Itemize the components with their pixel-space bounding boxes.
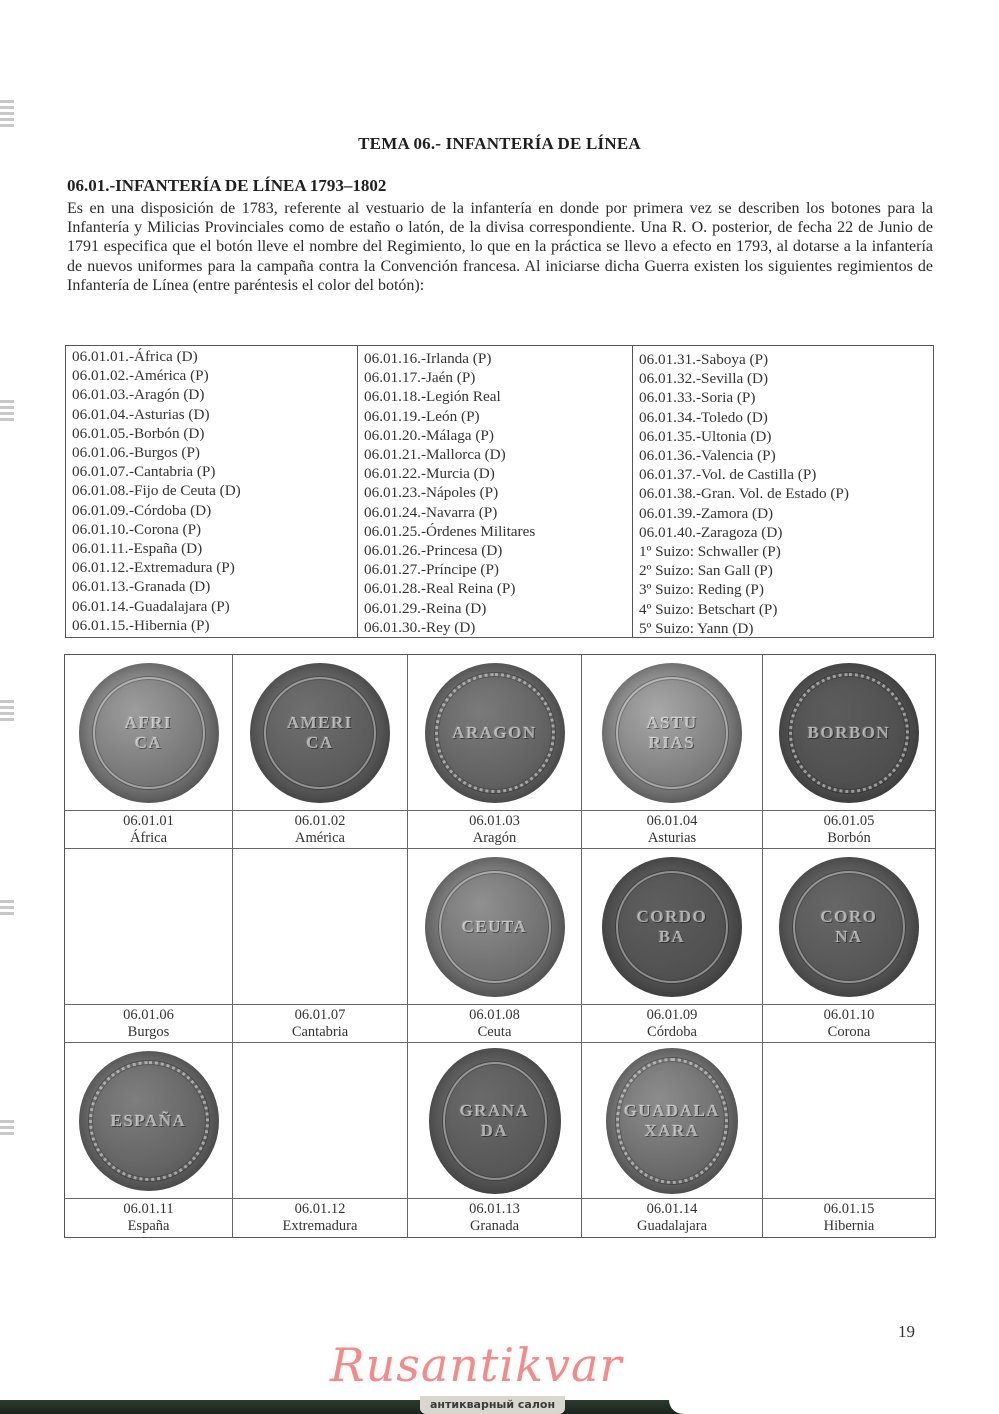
- regiment-entry: 06.01.22.-Murcia (D): [364, 465, 495, 483]
- button-code: 06.01.10: [823, 1007, 875, 1023]
- regiment-entry: 06.01.32.-Sevilla (D): [639, 370, 769, 388]
- button-photo-grid: [64, 654, 936, 1238]
- button-caption: [233, 1199, 408, 1237]
- button-caption: [763, 811, 935, 849]
- regiment-entry: 06.01.33.-Soria (P): [639, 389, 756, 407]
- button-photo: [425, 663, 565, 803]
- regiment-entry: 06.01.06.-Burgos (P): [72, 444, 200, 462]
- regiment-entry: 5º Suizo: Yann (D): [639, 619, 754, 637]
- button-photo: [425, 857, 565, 997]
- button-photo: [79, 663, 219, 803]
- button-photo-cell: [582, 1043, 763, 1199]
- button-caption: [582, 1005, 763, 1043]
- regiment-entry: 06.01.19.-León (P): [364, 407, 480, 425]
- regiment-entry: 06.01.03.-Aragón (D): [72, 386, 205, 404]
- regiment-entry: 06.01.14.-Guadalajara (P): [72, 597, 230, 615]
- button-inscription: ESPAÑA: [110, 1110, 187, 1130]
- regiment-entry: 06.01.04.-Asturias (D): [72, 405, 210, 423]
- button-caption: [763, 1005, 935, 1043]
- button-code: 06.01.15: [823, 1201, 875, 1217]
- regiment-entry: 06.01.02.-América (P): [72, 367, 209, 385]
- binding-holes: [0, 100, 14, 130]
- regiment-entry: 06.01.39.-Zamora (D): [639, 504, 774, 522]
- button-regiment-name: Cantabria: [291, 1024, 349, 1040]
- button-photo: [79, 1051, 219, 1191]
- button-inscription: ARAGON: [452, 722, 537, 742]
- button-regiment-name: Aragón: [472, 830, 517, 846]
- button-caption: [233, 1005, 408, 1043]
- binding-holes: [0, 900, 14, 918]
- button-photo-cell: [65, 1043, 233, 1199]
- intro-paragraph: Es en una disposición de 1783, referente al vestuario de la infantería en donde por primera vez se describen los botones para la Infantería y Milicias Provinciales como de estaño o latón, de la divisa correspondiente. Una R. O. posterior, de fecha 22 de Junio de 1791 especifica que el botón lleve el nombre del Regimiento, lo que en la práctica se llevo a efecto en 1793, al dotarse a la infantería de nuevos uniformes para la campaña contra la Convención francesa. Al iniciarse dicha Guerra existen los siguientes regimientos de Infantería de Línea (entre paréntesis el color del botón):: [67, 200, 933, 294]
- regiment-entry: 06.01.15.-Hibernia (P): [72, 616, 210, 634]
- button-photo: [779, 663, 919, 803]
- button-code: 06.01.11: [123, 1201, 174, 1217]
- button-photo-cell: [65, 849, 233, 1005]
- button-regiment-name: Borbón: [827, 830, 871, 846]
- regiment-entry: 06.01.12.-Extremadura (P): [72, 559, 235, 577]
- button-photo-cell: [233, 655, 408, 811]
- button-regiment-name: América: [295, 830, 345, 846]
- button-photo-cell: [582, 849, 763, 1005]
- button-photo-cell: [233, 1043, 408, 1199]
- watermark-subtitle: антикварный салон: [420, 1396, 565, 1414]
- button-regiment-name: España: [127, 1218, 170, 1234]
- regiment-entry: 06.01.17.-Jaén (P): [364, 369, 476, 387]
- button-regiment-name: Guadalajara: [636, 1218, 708, 1234]
- regiment-column: [358, 346, 633, 637]
- regiment-entry: 06.01.20.-Málaga (P): [364, 426, 494, 444]
- regiment-column: [66, 346, 358, 637]
- regiment-entry: 06.01.09.-Córdoba (D): [72, 501, 212, 519]
- binding-holes: [0, 700, 14, 724]
- button-code: 06.01.09: [646, 1007, 698, 1023]
- button-caption: [65, 811, 233, 849]
- binding-holes: [0, 1120, 14, 1138]
- button-inscription: GRANA DA: [459, 1100, 530, 1140]
- regiment-entry: 06.01.21.-Mallorca (D): [364, 446, 506, 464]
- button-code: 06.01.01: [123, 813, 174, 829]
- regiment-entry: 1º Suizo: Schwaller (P): [639, 543, 781, 561]
- regiment-entry: 4º Suizo: Betschart (P): [639, 600, 778, 618]
- regiment-entry: 06.01.29.-Reina (D): [364, 599, 487, 617]
- regiment-entry: 06.01.40.-Zaragoza (D): [639, 523, 783, 541]
- regiment-entry: 06.01.31.-Saboya (P): [639, 351, 769, 368]
- button-inscription: ASTU RIAS: [646, 712, 698, 752]
- button-photo: [602, 857, 742, 997]
- button-photo: [429, 1048, 561, 1194]
- button-code: 06.01.14: [646, 1201, 698, 1217]
- button-photo: [250, 663, 390, 803]
- button-regiment-name: Granada: [469, 1218, 520, 1234]
- button-caption: [408, 1199, 582, 1237]
- regiment-entry: 06.01.24.-Navarra (P): [364, 503, 498, 521]
- button-caption: [582, 811, 763, 849]
- regiment-entry: 06.01.30.-Rey (D): [364, 618, 476, 636]
- regiment-entry: 3º Suizo: Reding (P): [639, 581, 764, 599]
- button-photo-cell: [763, 849, 935, 1005]
- regiment-entry: 06.01.18.-Legión Real: [364, 388, 501, 406]
- button-inscription: CORDO BA: [636, 906, 708, 946]
- regiment-entry: 06.01.27.-Príncipe (P): [364, 561, 499, 579]
- button-regiment-name: Córdoba: [647, 1024, 697, 1040]
- regiment-entry: 06.01.37.-Vol. de Castilla (P): [639, 466, 817, 484]
- button-regiment-name: Asturias: [647, 830, 697, 846]
- regiment-entry: 06.01.34.-Toledo (D): [639, 408, 768, 426]
- regiment-entry: 06.01.10.-Corona (P): [72, 520, 202, 538]
- regiment-entry: 06.01.38.-Gran. Vol. de Estado (P): [639, 485, 849, 503]
- binding-holes: [0, 400, 14, 424]
- button-regiment-name: Ceuta: [477, 1024, 512, 1040]
- button-caption: [763, 1199, 935, 1237]
- regiment-list-table: [65, 345, 934, 638]
- button-code: 06.01.08: [469, 1007, 520, 1023]
- button-photo-cell: [408, 1043, 582, 1199]
- regiment-entry: 06.01.26.-Princesa (D): [364, 542, 503, 560]
- button-inscription: AMERI CA: [286, 712, 354, 752]
- regiment-entry: 06.01.08.-Fijo de Ceuta (D): [72, 482, 241, 500]
- button-caption: [408, 811, 582, 849]
- button-photo: [779, 857, 919, 997]
- button-code: 06.01.04: [646, 813, 698, 829]
- button-inscription: BORBON: [807, 722, 891, 742]
- button-code: 06.01.05: [823, 813, 875, 829]
- regiment-entry: 06.01.36.-Valencia (P): [639, 447, 776, 465]
- watermark: [0, 1338, 999, 1414]
- button-regiment-name: Extremadura: [282, 1218, 358, 1234]
- button-caption: [582, 1199, 763, 1237]
- regiment-entry: 06.01.13.-Granada (D): [72, 578, 211, 596]
- button-caption: [65, 1005, 233, 1043]
- regiment-entry: 06.01.35.-Ultonia (D): [639, 427, 772, 445]
- regiment-entry: 06.01.28.-Real Reina (P): [364, 580, 516, 598]
- regiment-entry: 06.01.23.-Nápoles (P): [364, 484, 499, 502]
- button-photo: [606, 1048, 738, 1194]
- regiment-entry: 06.01.05.-Borbón (D): [72, 424, 205, 442]
- button-photo-cell: [233, 849, 408, 1005]
- regiment-entry: 06.01.11.-España (D): [72, 540, 203, 558]
- button-code: 06.01.07: [294, 1007, 346, 1023]
- button-photo-cell: [65, 655, 233, 811]
- watermark-logo: Rusantikvar: [330, 1338, 623, 1392]
- button-caption: [408, 1005, 582, 1043]
- button-regiment-name: Burgos: [127, 1024, 170, 1040]
- button-photo: [602, 663, 742, 803]
- regiment-column: [633, 346, 933, 637]
- regiment-entry: 06.01.01.-África (D): [72, 348, 198, 365]
- button-inscription: CORO NA: [820, 906, 878, 946]
- section-title: 06.01.-INFANTERÍA DE LÍNEA 1793–1802: [67, 176, 387, 195]
- button-inscription: AFRI CA: [124, 712, 173, 752]
- button-code: 06.01.03: [469, 813, 520, 829]
- button-inscription: CEUTA: [461, 916, 528, 936]
- regiment-entry: 06.01.07.-Cantabria (P): [72, 463, 216, 481]
- regiment-entry: 06.01.25.-Órdenes Militares: [364, 522, 536, 540]
- button-caption: [65, 1199, 233, 1237]
- button-photo-cell: [763, 1043, 935, 1199]
- button-code: 06.01.13: [469, 1201, 520, 1217]
- button-photo-cell: [763, 655, 935, 811]
- regiment-entry: 06.01.16.-Irlanda (P): [364, 350, 492, 367]
- button-caption: [233, 811, 408, 849]
- page-number: 19: [898, 1322, 915, 1341]
- button-regiment-name: Hibernia: [823, 1218, 875, 1234]
- regiment-entry: 2º Suizo: San Gall (P): [639, 562, 773, 580]
- button-code: 06.01.06: [123, 1007, 174, 1023]
- button-regiment-name: Corona: [827, 1024, 871, 1040]
- button-photo-cell: [408, 849, 582, 1005]
- theme-title: TEMA 06.- INFANTERÍA DE LÍNEA: [358, 134, 641, 153]
- button-regiment-name: África: [129, 830, 168, 846]
- button-photo-cell: [582, 655, 763, 811]
- button-code: 06.01.02: [294, 813, 346, 829]
- button-code: 06.01.12: [294, 1201, 346, 1217]
- button-inscription: GUADALA XARA: [623, 1100, 721, 1140]
- button-photo-cell: [408, 655, 582, 811]
